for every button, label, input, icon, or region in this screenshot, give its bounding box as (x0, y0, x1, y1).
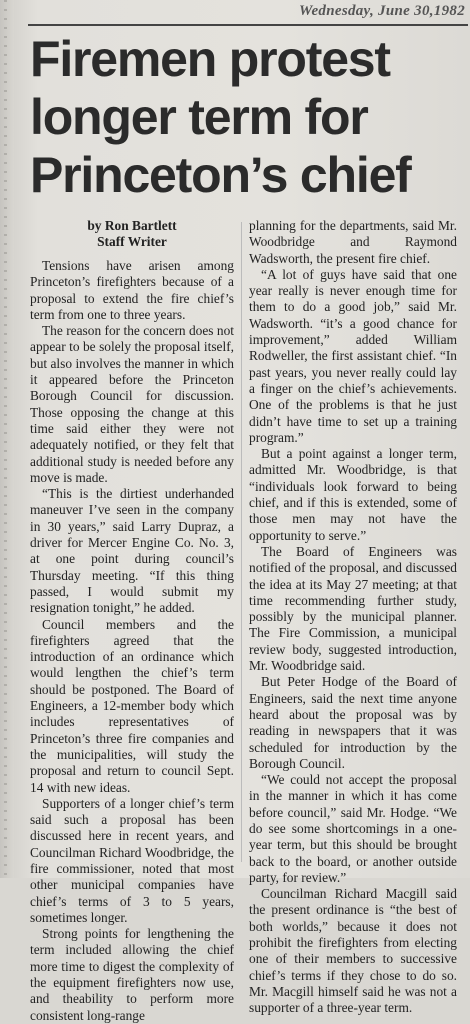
paragraph: But Peter Hodge of the Board of Engineers, said the next time anyone heard about the proposal was by reading in newspapers that it was scheduled for introduction by the Borough Council. (249, 674, 457, 771)
paragraph: “We could not accept the proposal in the manner in which it has come before council,” said Mr. Hodge. “We do see some shortcomings in a one-year term, but this should be brought back to the board, or another outside party, for review.” (249, 772, 457, 885)
header-rule (28, 24, 468, 26)
byline-role: Staff Writer (97, 234, 167, 249)
article-column-right (249, 218, 457, 1017)
paragraph: But a point against a longer term, admitted Mr. Woodbridge, is that “individuals look forward to being chief, and if this is extended, some of those men may not have the opportunity to serve.” (249, 446, 457, 543)
dateline: Wednesday, June 30,1982 (298, 3, 465, 19)
headline-line: longer term for (30, 89, 368, 145)
paragraph: Supporters of a longer chief’s term said such a proposal has been discussed here in recent years, and Councilman Richard Woodbridge, the fire commissioner, noted that most other municipal companies have chief’s terms of 3 to 5 years, sometimes longer. (30, 795, 234, 925)
paragraph: “This is the dirtiest underhanded maneuver I’ve seen in the company in 30 years,” said Larry Dupraz, a driver for Mercer Engine Co. No. 3, at one point during council’s Thursday meeting. “If this thing passed, I would submit my resignation tonight,” he added. (30, 486, 234, 616)
page-edge (0, 0, 14, 878)
paragraph: “A lot of guys have said that one year really is never enough time for them to do a good job,” said Mr. Wadsworth. “it’s a good chance for improvement,” added William Rodweller, the first assistant chief. “In past years, you never really could lay a finger on the chief’s achievements. One of the problems is that he just didn’t have time to set up a training program.” (249, 266, 457, 445)
headline (30, 30, 460, 204)
column-gutter (241, 222, 242, 862)
paragraph: The Board of Engineers was notified of the proposal, and discussed the idea at its May 27 meeting; at that time recommending further study, possibly by the municipal planner. The Fire Commission, a municipal review body, suggested introduction, Mr. Woodbridge said. (249, 543, 457, 674)
paragraph-continued: planning for the departments, said Mr. Woodbridge and Raymond Wadsworth, the present fire chief. (249, 218, 457, 266)
headline-line: Firemen protest (30, 31, 390, 87)
binding-holes (4, 0, 7, 878)
headline-line: Princeton’s chief (30, 147, 411, 203)
paragraph: Tensions have arisen among Princeton’s firefighters because of a proposal to extend the fire chief’s term from one to three years. (30, 258, 234, 322)
byline (30, 218, 234, 250)
article-column-left (30, 218, 234, 1024)
paragraph: The reason for the concern does not appear to be solely the proposal itself, but also involves the manner in which it appeared before the Princeton Borough Council for discussion. Those opposing the change at this time said either they were not adequately notified, or they felt that additional study is needed before any move is made. (30, 323, 234, 485)
paragraph: Strong points for lengthening the term included allowing the chief more time to digest the complexity of the equipment firefighters now use, and theability to perform more consistent long-range (30, 926, 234, 1023)
paragraph: Council members and the firefighters agreed that the introduction of an ordinance which would lengthen the chief’s term should be postponed. The Board of Engineers, a 12-member body which includes representatives of Princeton’s three fire companies and the municipalities, will study the proposal and return to council Sept. 14 with new ideas. (30, 616, 234, 795)
byline-author: by Ron Bartlett (87, 218, 177, 233)
paragraph: Councilman Richard Macgill said the present ordinance is “the best of both worlds,” because it does not prohibit the firefighters from electing one of their members to successive chief’s terms if they chose to do so. Mr. Macgill himself said he was not a supporter of a three-year term. (249, 886, 457, 1016)
